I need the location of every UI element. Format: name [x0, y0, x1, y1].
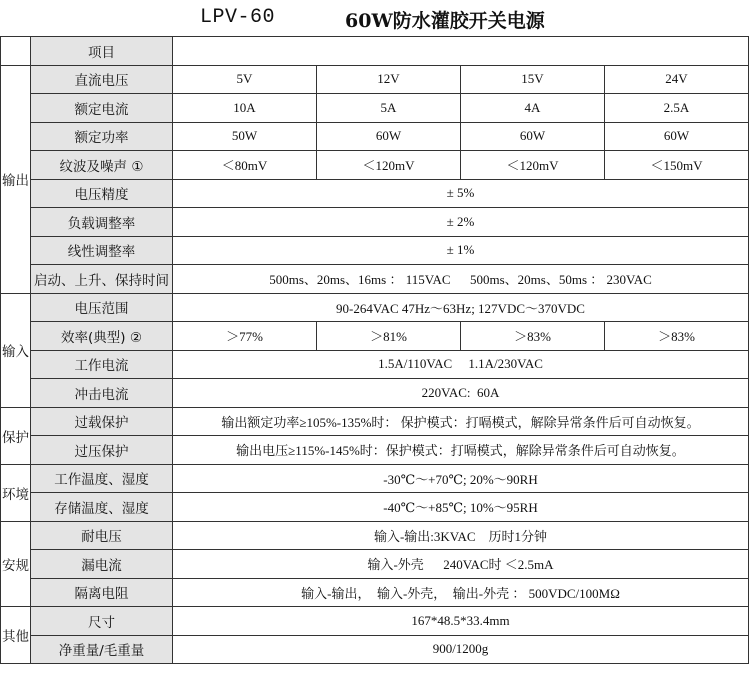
- document-title: [0, 0, 750, 36]
- row-label: 效率(典型) ②: [31, 322, 173, 351]
- category-safety: 安规: [1, 521, 31, 607]
- value-cell: ± 5%: [173, 179, 749, 208]
- value-cell: ＞83%: [605, 322, 749, 351]
- table-row: [1, 65, 749, 94]
- value-cell: 5A: [317, 94, 461, 123]
- value-cell: ± 2%: [173, 208, 749, 237]
- table-row: [1, 464, 749, 493]
- value-cell: 输入-外壳 240VAC时 ＜2.5mA: [173, 550, 749, 579]
- value-cell: 167*48.5*33.4mm: [173, 607, 749, 636]
- value-cell: 2.5A: [605, 94, 749, 123]
- table-row: [1, 493, 749, 522]
- row-label: 存储温度、湿度: [31, 493, 173, 522]
- value-cell: 90-264VAC 47Hz～63Hz; 127VDC～370VDC: [173, 293, 749, 322]
- model-number: LPV-60: [200, 6, 276, 29]
- value-cell: ＜120mV: [461, 151, 605, 180]
- table-row: [1, 37, 749, 66]
- value-cell: -30℃～+70℃; 20%～90RH: [173, 464, 749, 493]
- row-label: 线性调整率: [31, 236, 173, 265]
- category-protection: 保护: [1, 407, 31, 464]
- row-label: 额定电流: [31, 94, 173, 123]
- row-label: 直流电压: [31, 65, 173, 94]
- value-cell: ± 1%: [173, 236, 749, 265]
- table-row: [1, 407, 749, 436]
- value-cell: 输出电压≥115%-145%时：保护模式：打嗝模式，解除异常条件后可自动恢复。: [173, 436, 749, 465]
- table-row: [1, 122, 749, 151]
- spec-table: [0, 36, 749, 664]
- table-row: [1, 208, 749, 237]
- table-row: [1, 578, 749, 607]
- table-row: [1, 293, 749, 322]
- row-label: 漏电流: [31, 550, 173, 579]
- value-cell: ＜120mV: [317, 151, 461, 180]
- value-cell: 60W: [317, 122, 461, 151]
- table-row: [1, 521, 749, 550]
- table-row: [1, 94, 749, 123]
- value-cell: 500ms、20ms、16ms ： 115VAC 500ms、20ms、50ms ： 230VAC: [173, 265, 749, 294]
- value-cell: ＜150mV: [605, 151, 749, 180]
- table-row: [1, 265, 749, 294]
- value-cell: 5V: [173, 65, 317, 94]
- value-cell: 15V: [461, 65, 605, 94]
- value-cell: 60W: [605, 122, 749, 151]
- value-cell: 输入-输出， 输入-外壳， 输出-外壳 ： 500VDC/100MΩ: [173, 578, 749, 607]
- value-cell: 900/1200g: [173, 635, 749, 664]
- row-label: 隔离电阻: [31, 578, 173, 607]
- row-label: 工作温度、湿度: [31, 464, 173, 493]
- value-cell: 220VAC: 60A: [173, 379, 749, 408]
- row-label: 过载保护: [31, 407, 173, 436]
- value-cell: 24V: [605, 65, 749, 94]
- value-cell: 输入-输出:3KVAC 历时1分钟: [173, 521, 749, 550]
- value-cell: ＜80mV: [173, 151, 317, 180]
- product-name: 60W防水灌胶开关电源: [345, 10, 545, 32]
- row-label: 尺寸: [31, 607, 173, 636]
- header-blank-cell: [173, 37, 749, 66]
- value-cell: 50W: [173, 122, 317, 151]
- table-row: [1, 550, 749, 579]
- value-cell: 输出额定功率≥105%-135%时： 保护模式：打嗝模式，解除异常条件后可自动恢复。: [173, 407, 749, 436]
- value-cell: ＞77%: [173, 322, 317, 351]
- table-row: [1, 350, 749, 379]
- row-label: 耐电压: [31, 521, 173, 550]
- table-row: [1, 607, 749, 636]
- value-cell: ＞81%: [317, 322, 461, 351]
- row-label: 电压范围: [31, 293, 173, 322]
- row-label: 过压保护: [31, 436, 173, 465]
- row-label: 启动、上升、保持时间: [31, 265, 173, 294]
- category-input: 输入: [1, 293, 31, 407]
- category-other: 其他: [1, 607, 31, 664]
- value-cell: 4A: [461, 94, 605, 123]
- table-row: [1, 436, 749, 465]
- category-environment: 环境: [1, 464, 31, 521]
- category-output: 输出: [1, 65, 31, 293]
- value-cell: 10A: [173, 94, 317, 123]
- value-cell: 1.5A/110VAC 1.1A/230VAC: [173, 350, 749, 379]
- row-label: 电压精度: [31, 179, 173, 208]
- table-row: [1, 635, 749, 664]
- row-label: 额定功率: [31, 122, 173, 151]
- value-cell: ＞83%: [461, 322, 605, 351]
- row-label: 净重量/毛重量: [31, 635, 173, 664]
- value-cell: 12V: [317, 65, 461, 94]
- row-label: 工作电流: [31, 350, 173, 379]
- row-label: 冲击电流: [31, 379, 173, 408]
- row-label: 负载调整率: [31, 208, 173, 237]
- header-blank-cell: [1, 37, 31, 66]
- table-row: [1, 179, 749, 208]
- item-header: 项目: [31, 37, 173, 66]
- value-cell: -40℃～+85℃; 10%～95RH: [173, 493, 749, 522]
- table-row: [1, 322, 749, 351]
- table-row: [1, 236, 749, 265]
- row-label: 纹波及噪声 ①: [31, 151, 173, 180]
- table-row: [1, 151, 749, 180]
- table-row: [1, 379, 749, 408]
- value-cell: 60W: [461, 122, 605, 151]
